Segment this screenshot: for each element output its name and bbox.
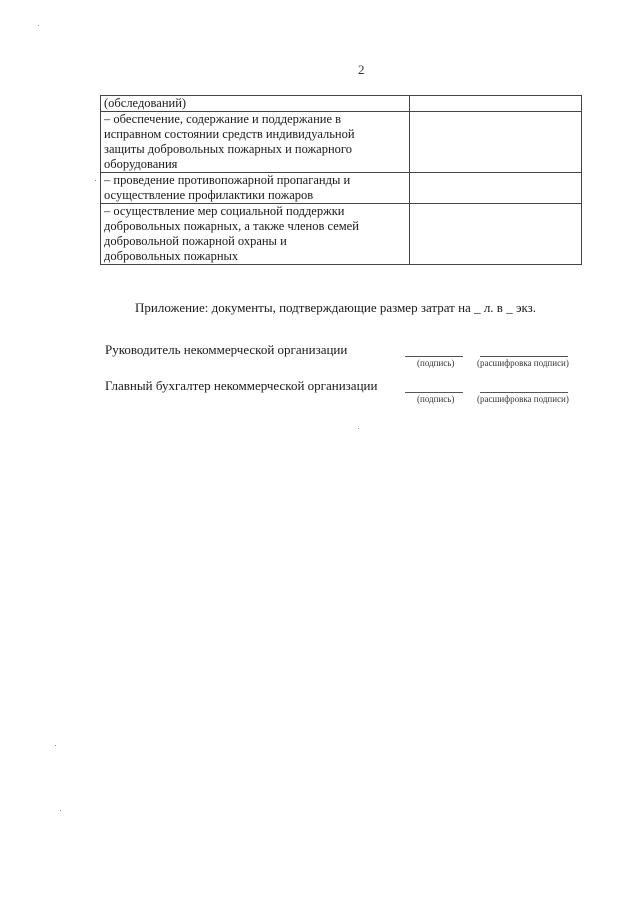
- head-decoding-caption: (расшифровка подписи): [477, 358, 569, 368]
- table-row: [101, 112, 582, 173]
- table-row: [101, 96, 582, 112]
- description-line: исправном состоянии средств индивидуальной: [104, 127, 355, 141]
- row-amount: [410, 112, 582, 173]
- scan-speck: [358, 428, 359, 429]
- head-signature-line: [405, 356, 463, 357]
- accountant-signature-caption: (подпись): [417, 394, 455, 404]
- head-signature-caption: (подпись): [417, 358, 455, 368]
- description-line: (обследований): [104, 96, 187, 110]
- accountant-decoding-caption: (расшифровка подписи): [477, 394, 569, 404]
- description-line: добровольных пожарных: [104, 249, 239, 263]
- scan-speck: [38, 25, 39, 26]
- description-line: защиты добровольных пожарных и пожарного: [104, 142, 352, 156]
- row-amount: [410, 173, 582, 204]
- description-line: оборудования: [104, 157, 178, 171]
- head-signature-block: [105, 342, 585, 372]
- table-row: [101, 204, 582, 265]
- row-amount: [410, 204, 582, 265]
- description-line: добровольных пожарных, а также членов семей: [104, 219, 359, 233]
- accountant-signature-label: Главный бухгалтер некоммерческой организации: [105, 378, 378, 393]
- scan-speck: [95, 180, 96, 181]
- accountant-signature-block: [105, 378, 585, 408]
- description-line: добровольной пожарной охраны и: [104, 234, 287, 248]
- table-row: [101, 173, 582, 204]
- description-line: – обеспечение, содержание и поддержание в: [104, 112, 342, 126]
- description-line: осуществление профилактики пожаров: [104, 188, 314, 202]
- head-decoding-line: [480, 356, 568, 357]
- accountant-decoding-line: [480, 392, 568, 393]
- accountant-signature-line: [405, 392, 463, 393]
- row-amount: [410, 96, 582, 112]
- attachment-note: Приложение: документы, подтверждающие размер затрат на _ л. в _ экз.: [135, 300, 537, 315]
- scan-speck: [55, 745, 56, 746]
- description-line: – проведение противопожарной пропаганды и: [104, 173, 351, 187]
- head-signature-label: Руководитель некоммерческой организации: [105, 342, 348, 357]
- cost-table-body: [101, 96, 582, 265]
- description-line: – осуществление мер социальной поддержки: [104, 204, 345, 218]
- row-description: [101, 204, 410, 265]
- row-description: [101, 112, 410, 173]
- page-number: 2: [358, 62, 365, 77]
- cost-table: [100, 95, 582, 265]
- row-description: [101, 173, 410, 204]
- row-description: [101, 96, 410, 112]
- scan-speck: [60, 810, 61, 811]
